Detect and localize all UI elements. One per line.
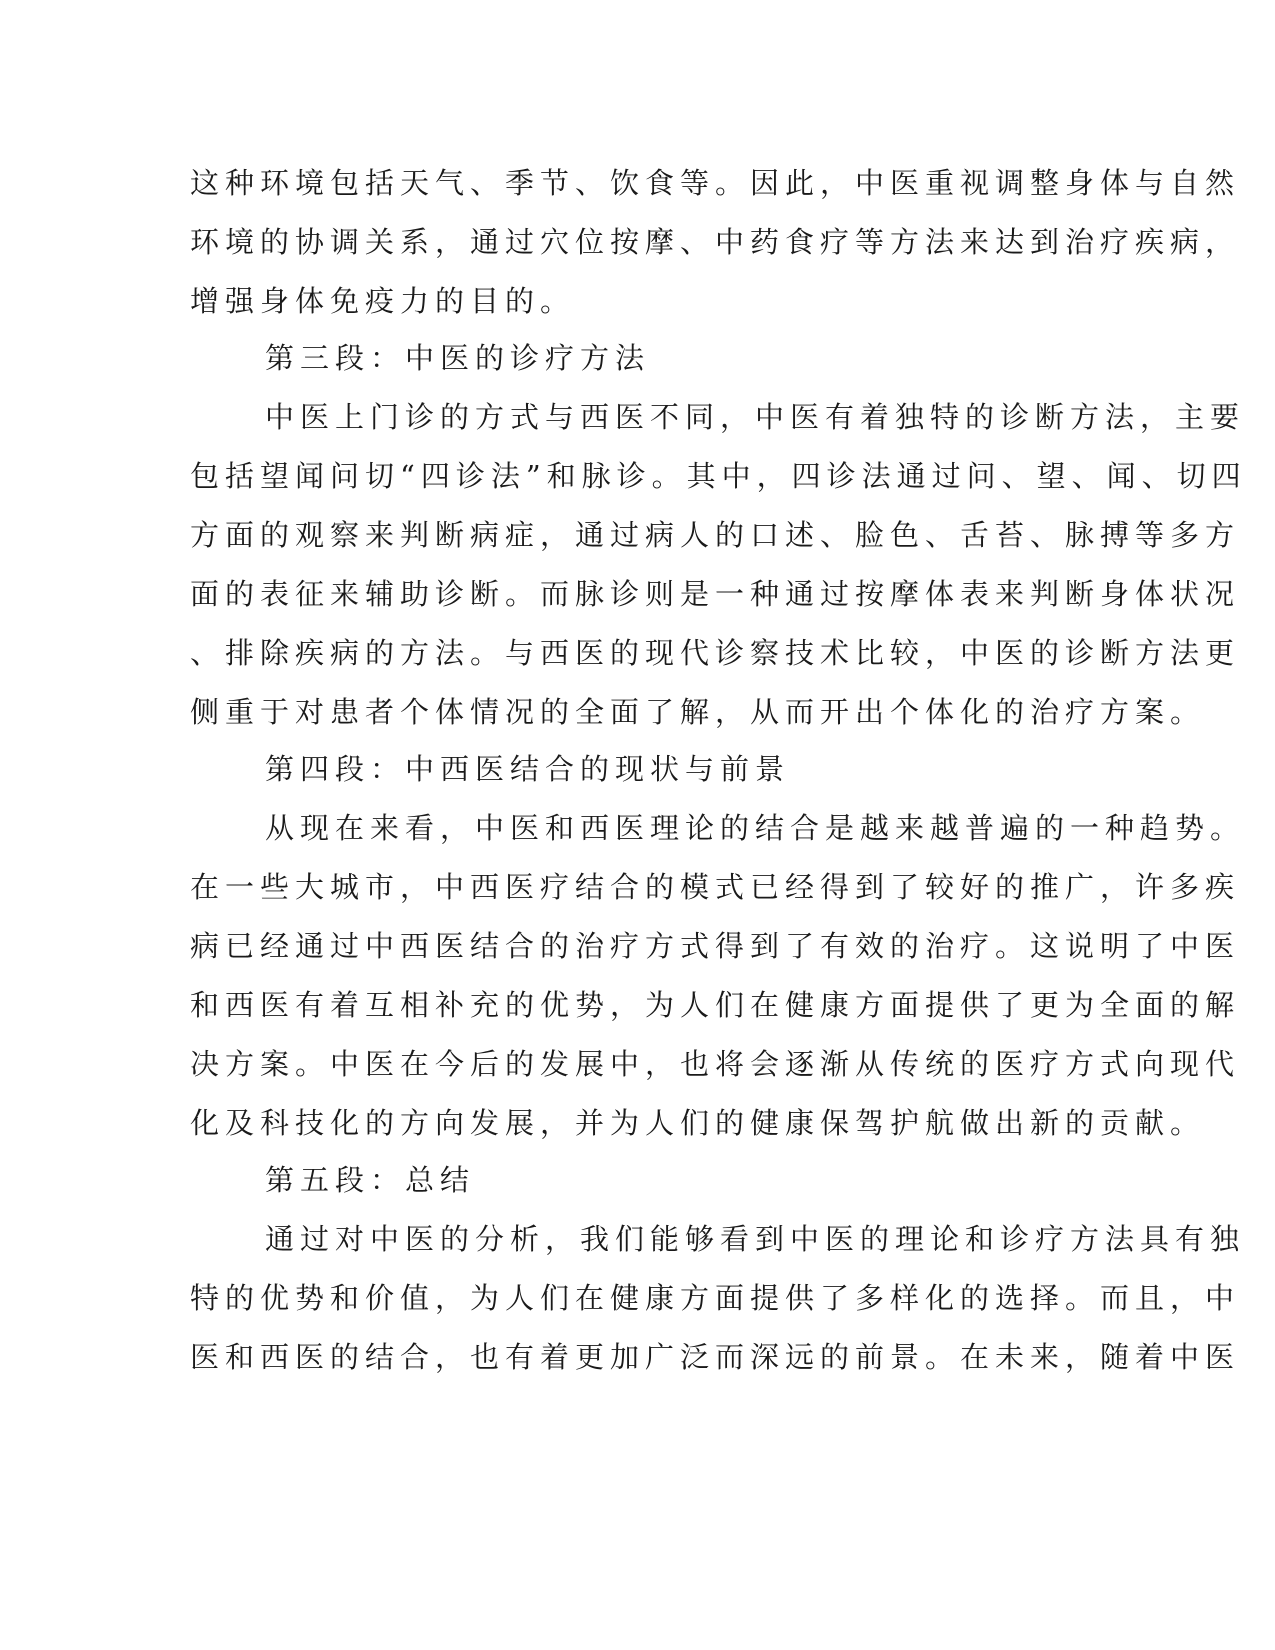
body-text-line: 在一些大城市，中西医疗结合的模式已经得到了较好的推广，许多疾: [190, 870, 1241, 904]
section-heading-5: 第五段：总结: [265, 1163, 476, 1197]
body-text-line: 方面的观察来判断病症，通过病人的口述、脸色、舌苔、脉搏等多方: [190, 518, 1241, 552]
body-text-line: 这种环境包括天气、季节、饮食等。因此，中医重视调整身体与自然: [190, 166, 1241, 200]
body-text-line: 医和西医的结合，也有着更加广泛而深远的前景。在未来，随着中医: [190, 1340, 1241, 1374]
body-text-line: 包括望闻问切“四诊法”和脉诊。其中，四诊法通过问、望、闻、切四: [190, 459, 1247, 493]
body-text-line: 、排除疾病的方法。与西医的现代诊察技术比较，中医的诊断方法更: [190, 636, 1241, 670]
body-text-line: 和西医有着互相补充的优势，为人们在健康方面提供了更为全面的解: [190, 988, 1241, 1022]
body-text-line: 特的优势和价值，为人们在健康方面提供了多样化的选择。而且，中: [190, 1281, 1241, 1315]
section-heading-4: 第四段：中西医结合的现状与前景: [265, 752, 791, 786]
body-text-line: 决方案。中医在今后的发展中，也将会逐渐从传统的医疗方式向现代: [190, 1047, 1241, 1081]
body-text-line: 侧重于对患者个体情况的全面了解，从而开出个体化的治疗方案。: [190, 695, 1206, 729]
body-text-line: 病已经通过中西医结合的治疗方式得到了有效的治疗。这说明了中医: [190, 929, 1241, 963]
body-text-line: 从现在来看，中医和西医理论的结合是越来越普遍的一种趋势。: [265, 811, 1246, 845]
body-text-line: 化及科技化的方向发展，并为人们的健康保驾护航做出新的贡献。: [190, 1106, 1206, 1140]
body-text-line: 中医上门诊的方式与西医不同，中医有着独特的诊断方法，主要: [265, 400, 1246, 434]
body-text-line: 通过对中医的分析，我们能够看到中医的理论和诊疗方法具有独: [265, 1222, 1246, 1256]
section-heading-3: 第三段：中医的诊疗方法: [265, 341, 651, 375]
body-text-line: 增强身体免疫力的目的。: [190, 284, 576, 318]
body-text-line: 面的表征来辅助诊断。而脉诊则是一种通过按摩体表来判断身体状况: [190, 577, 1241, 611]
body-text-line: 环境的协调关系，通过穴位按摩、中药食疗等方法来达到治疗疾病，: [190, 225, 1241, 259]
